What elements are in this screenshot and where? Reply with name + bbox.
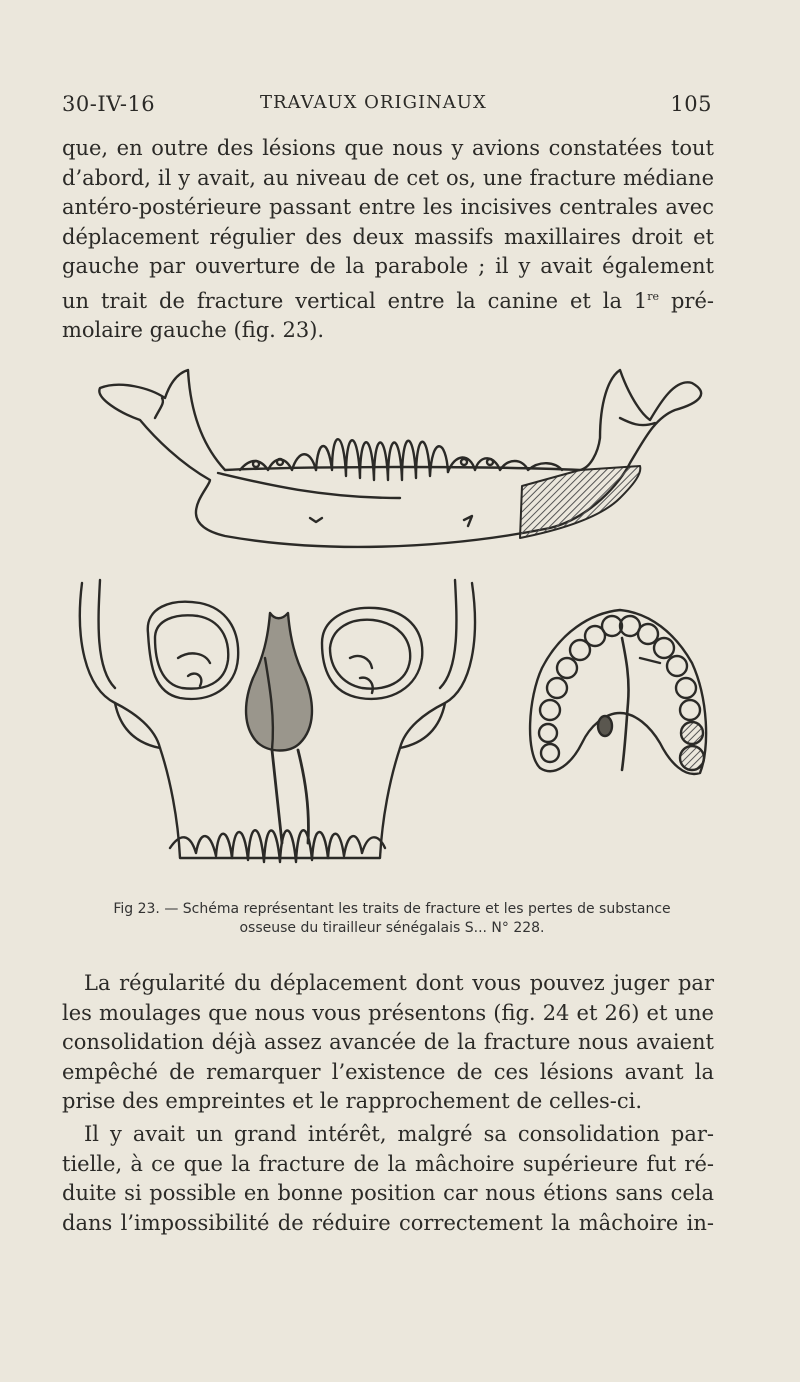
text-line-part: un trait de fracture vertical entre la canine et la 1 — [62, 288, 648, 313]
text-line-tail: pré- — [659, 288, 714, 313]
caption-line-1: Fig 23. — Schéma représentant les traits de fracture et les pertes de substance — [113, 901, 671, 917]
text-line: les moulages que nous vous présentons (fig. 24 et 26) et une — [62, 1000, 714, 1025]
mandible-drawing — [99, 370, 701, 547]
text-line: déplacement régulier des deux massifs maxillaires droit et — [62, 224, 714, 249]
page-number: 105 — [670, 92, 712, 116]
text-line: que, en outre des lésions que nous y avions constatées tout — [62, 136, 714, 160]
text-line: molaire gauche (fig. 23). — [62, 318, 325, 342]
header-date: 30-IV-16 — [62, 92, 156, 116]
text-line: empêché de remarquer l’existence de ces lésions avant la — [62, 1059, 714, 1084]
paragraph-2 — [62, 969, 714, 1117]
skull-front-drawing — [80, 580, 475, 862]
paragraph-1 — [62, 134, 714, 346]
text-line — [62, 282, 714, 317]
figure-23-illustration — [60, 358, 730, 898]
superscript-re: re — [647, 289, 660, 303]
text-line: tielle, à ce que la fracture de la mâchoire supérieure fut ré- — [62, 1151, 714, 1176]
text-line: consolidation déjà assez avancée de la fracture nous avaient — [62, 1030, 714, 1054]
palate-drawing — [530, 610, 706, 774]
caption-line-2: osseuse du tirailleur sénégalais S... N° 228. — [239, 920, 545, 936]
text-line: antéro-postérieure passant entre les incisives centrales avec — [62, 195, 714, 219]
paragraph-3 — [62, 1120, 714, 1238]
text-line: d’abord, il y avait, au niveau de cet os, une fracture médiane — [62, 165, 714, 190]
text-line: duite si possible en bonne position car nous étions sans cela — [62, 1181, 714, 1205]
text-line: prise des empreintes et le rapprochement de celles-ci. — [62, 1089, 643, 1113]
figure-caption — [62, 900, 722, 938]
text-line: gauche par ouverture de la parabole ; il y avait également — [62, 254, 714, 278]
header-title: TRAVAUX ORIGINAUX — [260, 92, 487, 113]
text-line: dans l’impossibilité de réduire correctement la mâchoire in- — [62, 1210, 714, 1235]
running-header — [62, 92, 712, 122]
text-line: Il y avait un grand intérêt, malgré sa consolidation par- — [84, 1122, 714, 1146]
text-line: La régularité du déplacement dont vous pouvez juger par — [84, 971, 714, 995]
